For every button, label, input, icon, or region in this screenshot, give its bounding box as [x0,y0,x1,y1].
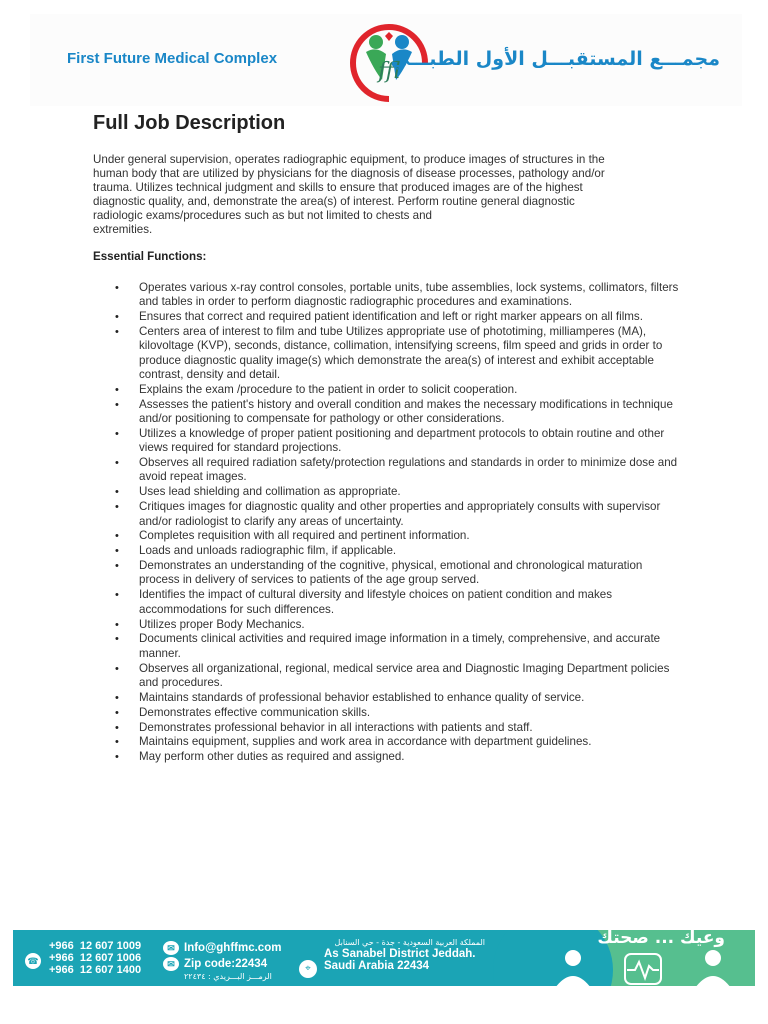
list-item: • Demonstrates professional behavior in all interactions with patients and staff. [93,721,683,735]
email-address[interactable]: Info@ghffmc.com [184,942,282,954]
address-block [299,938,485,972]
letterhead [30,14,742,106]
list-item: • Utilizes a knowledge of proper patient positioning and department protocols to obtain routine and other views required for standard projections. [93,427,683,456]
organization-name-ar: مجمـــع المستقبـــل الأول الطبـــي [390,48,720,70]
address-ar: المملكة العربية السعودية - جدة - حي السنابل [334,938,485,947]
phone-number: +966 12 607 1400 [49,964,142,976]
list-item: • Operates various x-ray control consoles, portable units, tube assemblies, lock systems, collimators, filters and tables in order to perform diagnostic radiographic procedures and examinations. [93,281,683,310]
list-item: • May perform other duties as required and assigned. [93,750,683,764]
intro-line: diagnostic quality, and, demonstrate the area(s) of interest. Perform routine general diagnostic [93,195,575,208]
intro-line: human body that are utilized by physicians for the diagnosis of disease processes, pathology and/or [93,167,605,180]
slogan-ar: وعيك ... صحتك [597,930,725,948]
zip-code-ar: الرمـــز البـــريدي : ٢٢٤٣٤ [184,972,272,981]
intro-line: trauma. Utilizes technical judgment and skills to ensure that produced images are of the highest [93,181,583,194]
list-item: • Demonstrates an understanding of the cognitive, physical, emotional and chronological maturation process in delivery of services to patients of the age group served. [93,559,683,588]
intro-line: radiologic exams/procedures such as but not limited to chests and [93,209,432,222]
phone-number: +966 12 607 1009 [49,940,142,952]
list-item: • Centers area of interest to film and tube Utilizes appropriate use of phototiming, milliamperes (MA), kilovoltage (KVP), seconds, distance, collimation, intensifying screens, film speed and grids in order to produce diagnostic quality image(s) which demonstrate the area(s) of interest and exhibit acceptable contrast, density and detail. [93,325,683,382]
list-item: • Uses lead shielding and collimation as appropriate. [93,485,683,499]
contact-block [163,940,281,982]
people-heartbeat-icon [543,948,743,986]
section-heading: Essential Functions: [93,250,207,263]
page-title: Full Job Description [93,112,286,134]
list-item: • Demonstrates effective communication skills. [93,706,683,720]
list-item: • Maintains standards of professional behavior established to enhance quality of service. [93,691,683,705]
phone-icon: ☎ [25,953,41,969]
logo-monogram: ffl [378,59,400,84]
organization-name-en: First Future Medical Complex [67,50,278,67]
address-line-2: Saudi Arabia 22434 [324,960,430,972]
essential-functions-list [93,281,683,765]
intro-line: Under general supervision, operates radiographic equipment, to produce images of structures in the [93,153,605,166]
list-item: • Observes all required radiation safety/protection regulations and standards in order to minimize dose and avoid repeat images. [93,456,683,485]
zip-code: Zip code:22434 [184,958,268,970]
list-item: • Utilizes proper Body Mechanics. [93,618,683,632]
phone-numbers [49,940,141,976]
list-item: • Documents clinical activities and required image information in a timely, comprehensive, and accurate manner. [93,632,683,661]
list-item: • Maintains equipment, supplies and work area in accordance with department guidelines. [93,735,683,749]
job-description [93,112,683,765]
list-item: • Identifies the impact of cultural diversity and lifestyle choices on patient condition and makes accommodations for such differences. [93,588,683,617]
email-icon: ✉ [163,941,179,955]
list-item: • Assesses the patient's history and overall condition and makes the necessary modifications in technique and/or positioning to compensate for pathology or other considerations. [93,398,683,427]
list-item: • Critiques images for diagnostic quality and other properties and appropriately consults with supervisor and/or radiologist to clarify any areas of uncertainty. [93,500,683,529]
intro-line: extremities. [93,223,153,236]
phone-number: +966 12 607 1006 [49,952,142,964]
list-item: • Observes all organizational, regional, medical service area and Diagnostic Imaging Department policies and procedures. [93,662,683,691]
list-item: • Ensures that correct and required patient identification and left or right marker appears on all films. [93,310,683,324]
location-pin-icon: ⌖ [299,960,317,978]
intro-paragraph [93,153,683,237]
address-line-1: As Sanabel District Jeddah. [324,948,476,960]
list-item: • Explains the exam /procedure to the patient in order to solicit cooperation. [93,383,683,397]
mailbox-icon: ✉ [163,957,179,971]
list-item: • Completes requisition with all required and pertinent information. [93,529,683,543]
footer-banner [13,930,755,986]
list-item: • Loads and unloads radiographic film, if applicable. [93,544,683,558]
